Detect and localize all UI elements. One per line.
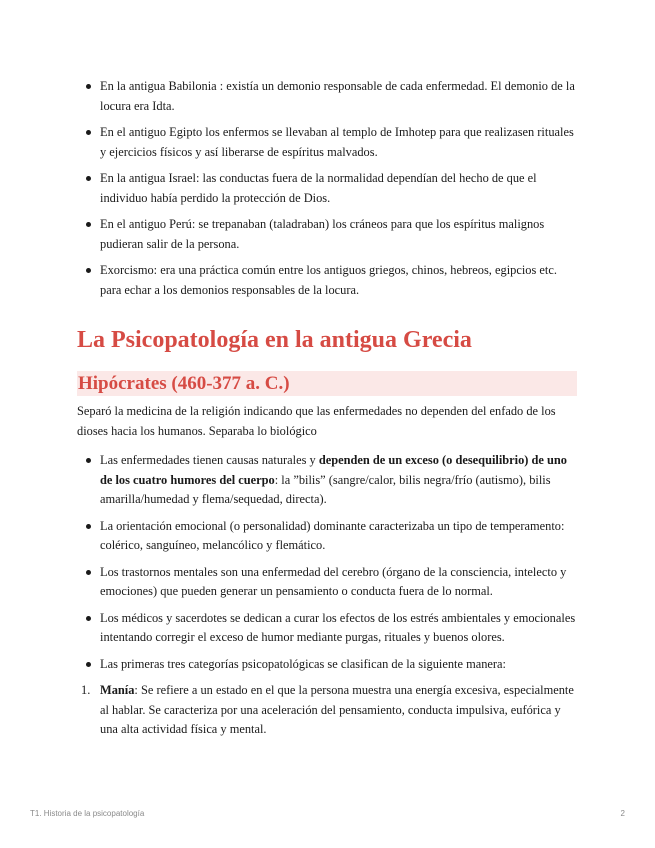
bold-text: dependen de un exceso (o desequilibrio) de uno de los cuatro humores del cuerpo — [100, 453, 568, 487]
bullet-icon — [86, 524, 91, 529]
hippocrates-list — [77, 451, 577, 674]
list-item: Exorcismo: era una práctica común entre los antiguos griegos, chinos, hebreos, egipcios etc. para echar a los demonios responsables de la locura. — [77, 261, 577, 300]
bullet-icon — [86, 570, 91, 575]
section-heading: La Psicopatología en la antigua Grecia — [77, 327, 472, 353]
bullet-icon — [86, 662, 91, 667]
list-item: Las primeras tres categorías psicopatológicas se clasifican de la siguiente manera: — [77, 655, 577, 675]
categories-numbered-list — [77, 681, 577, 740]
page-number: 2 — [620, 809, 625, 818]
page-content — [77, 77, 577, 740]
bullet-icon — [86, 268, 91, 273]
ancient-civilizations-list — [77, 77, 577, 300]
intro-paragraph: Separó la medicina de la religión indicando que las enfermedades no dependen del enfado de los dioses hacia los humanos. Separaba lo biológico — [77, 404, 556, 438]
bullet-icon — [86, 176, 91, 181]
list-item: Los médicos y sacerdotes se dedican a curar los efectos de los estrés ambientales y emocionales intentando corregir el exceso de humor mediante purgas, rituales y buenos olores. — [77, 609, 577, 648]
numbered-item: 1. Manía: Se refiere a un estado en el que la persona muestra una energía excesiva, especialmente al hablar. Se caracteriza por una aceleración del pensamiento, conducta impulsiva, eufórica y una alta actividad física y mental. — [81, 683, 574, 736]
list-item: En el antiguo Perú: se trepanaban (taladraban) los cráneos para que los espíritus malignos pudieran salir de la persona. — [77, 215, 577, 254]
list-item: En la antigua Babilonia : existía un demonio responsable de cada enfermedad. El demonio de la locura era Idta. — [77, 77, 577, 116]
bold-text: Manía — [100, 683, 135, 697]
list-item: La orientación emocional (o personalidad) dominante caracterizaba un tipo de temperamento: colérico, sanguíneo, melancólico y flemático. — [77, 517, 577, 556]
list-item: Los trastornos mentales son una enfermedad del cerebro (órgano de la consciencia, intelecto y emociones) que pueden generar un pensamiento o conducta fuera de lo normal. — [77, 563, 577, 602]
item-number: 1. — [81, 683, 91, 697]
subsection-heading: Hipócrates (460-377 a. C.) — [77, 371, 577, 396]
list-item: En el antiguo Egipto los enfermos se llevaban al templo de Imhotep para que realizasen rituales y ejercicios físicos y así liberarse de espíritus malvados. — [77, 123, 577, 162]
bullet-icon — [86, 616, 91, 621]
bullet-icon — [86, 130, 91, 135]
bullet-icon — [86, 84, 91, 89]
list-item: En la antigua Israel: las conductas fuera de la normalidad dependían del hecho de que el individuo había perdido la protección de Dios. — [77, 169, 577, 208]
bullet-icon — [86, 222, 91, 227]
footer-title: T1. Historia de la psicopatología — [30, 809, 145, 818]
list-item: Las enfermedades tienen causas naturales y dependen de un exceso (o desequilibrio) de uno de los cuatro humores del cuerpo: la ”bilis” (sangre/calor, bilis negra/frío (autismo), bilis amarilla/humedad y flema/sequedad, directa). — [77, 451, 577, 510]
bullet-icon — [86, 458, 91, 463]
